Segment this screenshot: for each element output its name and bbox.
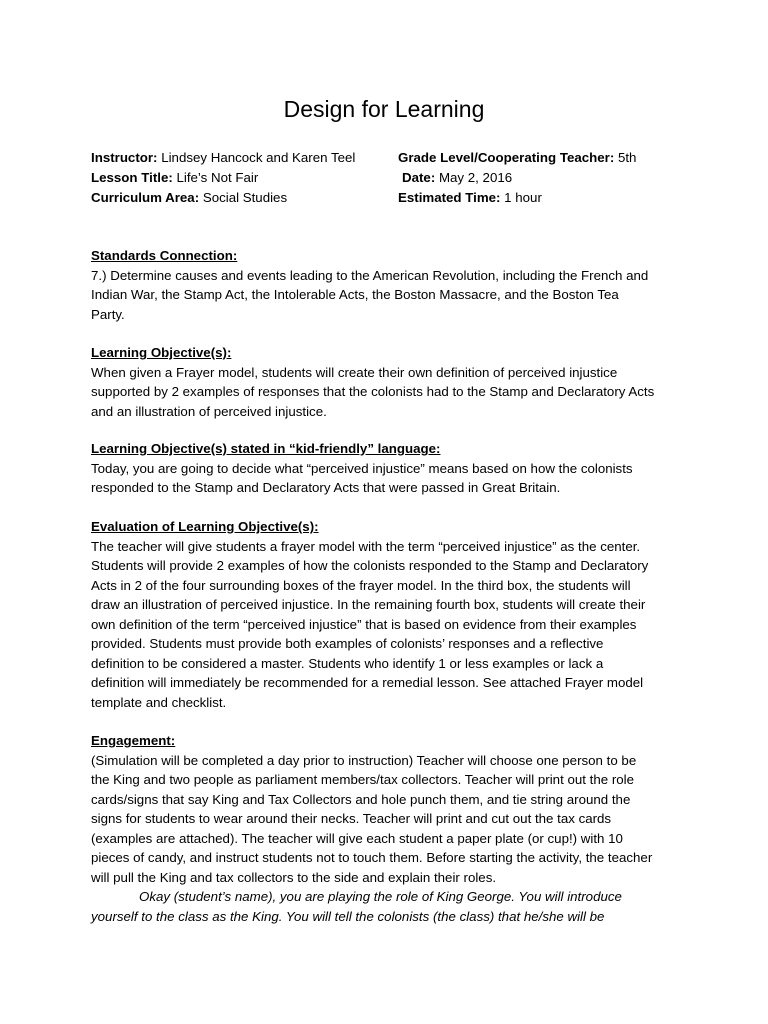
engagement-line: (examples are attached). The teacher will give each student a paper plate (or cup!) with 10 xyxy=(91,830,623,846)
engagement-line: the King and two people as parliament members/tax collectors. Teacher will print out the role xyxy=(91,772,634,787)
evaluation-section xyxy=(91,517,681,712)
evaluation-line: definition will immediately be recommended for a remedial lesson. See attached Frayer model xyxy=(91,675,644,690)
evaluation-line: own definition of the term “perceived injustice” that is based on evidence from their examples xyxy=(91,616,637,632)
engagement-script-line: Okay (student’s name), you are playing the role of King George. You will introduce xyxy=(139,889,622,904)
date-value: May 2, 2016 xyxy=(438,170,513,185)
time-value: 1 hour xyxy=(504,190,542,205)
curriculum-value: Social Studies xyxy=(202,190,288,205)
standards-section xyxy=(91,246,681,324)
evaluation-line: Acts in 2 of the four surrounding boxes of the frayer model. In the third box, the students will xyxy=(91,577,631,593)
instructor-label: Instructor: xyxy=(91,150,158,165)
engagement-line: pieces of candy, and instruct students not to touch them. Before starting the activity, the teacher xyxy=(91,850,653,865)
instructor-value: Lindsey Hancock and Karen Teel xyxy=(161,150,356,165)
meta-left-column xyxy=(91,148,355,208)
objectives-heading: Learning Objective(s): xyxy=(91,345,232,360)
objectives-line: and an illustration of perceived injustice. xyxy=(91,403,327,419)
grade-value: 5th xyxy=(617,150,637,165)
meta-right-column xyxy=(398,148,636,208)
curriculum-label: Curriculum Area: xyxy=(91,190,200,205)
evaluation-line: template and checklist. xyxy=(91,694,227,710)
lesson-title-row xyxy=(91,168,355,188)
standards-line: Indian War, the Stamp Act, the Intolerable Acts, the Boston Massacre, and the Boston Tea xyxy=(91,287,619,302)
engagement-section xyxy=(91,731,681,926)
evaluation-line: provided. Students must provide both examples of colonists’ responses and a reflective xyxy=(91,636,604,651)
engagement-line: will pull the King and tax collectors to the side and explain their roles. xyxy=(91,869,497,885)
objectives-line: supported by 2 examples of responses that the colonists had to the Stamp and Declaratory Acts xyxy=(91,384,655,399)
objectives-section xyxy=(91,343,681,421)
standards-heading: Standards Connection: xyxy=(91,248,238,263)
standards-line: 7.) Determine causes and events leading to the American Revolution, including the French and xyxy=(91,267,649,283)
engagement-line: cards/signs that say King and Tax Collectors and hole punch them, and tie string around the xyxy=(91,791,631,807)
standards-line: Party. xyxy=(91,306,125,322)
curriculum-row xyxy=(91,188,355,208)
lesson-title-label: Lesson Title: xyxy=(91,170,173,185)
date-label: Date: xyxy=(402,170,436,185)
evaluation-heading: Evaluation of Learning Objective(s): xyxy=(91,519,319,534)
kid-friendly-heading: Learning Objective(s) stated in “kid-friendly” language: xyxy=(91,441,441,456)
engagement-heading: Engagement: xyxy=(91,733,176,748)
time-row xyxy=(398,188,636,208)
time-label: Estimated Time: xyxy=(398,190,501,205)
kid-friendly-line: Today, you are going to decide what “perceived injustice” means based on how the colonists xyxy=(91,460,633,476)
objectives-line: When given a Frayer model, students will create their own definition of perceived injustice xyxy=(91,364,618,380)
instructor-row xyxy=(91,148,355,168)
kid-friendly-line: responded to the Stamp and Declaratory Acts that were passed in Great Britain. xyxy=(91,480,561,495)
lesson-title-value: Life’s Not Fair xyxy=(176,170,259,185)
engagement-line: signs for students to wear around their necks. Teacher will print and cut out the tax cards xyxy=(91,811,612,826)
engagement-script-line: yourself to the class as the King. You will tell the colonists (the class) that he/she will be xyxy=(91,908,605,924)
date-row xyxy=(398,168,636,188)
kid-friendly-section xyxy=(91,439,681,498)
evaluation-line: draw an illustration of perceived injustice. In the remaining fourth box, students will create their xyxy=(91,597,646,612)
engagement-line: (Simulation will be completed a day prior to instruction) Teacher will choose one person to be xyxy=(91,752,637,768)
grade-row xyxy=(398,148,636,168)
evaluation-line: The teacher will give students a frayer model with the term “perceived injustice” as the center. xyxy=(91,538,641,554)
grade-label: Grade Level/Cooperating Teacher: xyxy=(398,150,615,165)
document-title: Design for Learning xyxy=(283,96,485,122)
evaluation-line: Students will provide 2 examples of how the colonists responded to the Stamp and Declaratory xyxy=(91,558,649,573)
evaluation-line: definition to be considered a master. Students who identify 1 or less examples or lack a xyxy=(91,655,604,671)
